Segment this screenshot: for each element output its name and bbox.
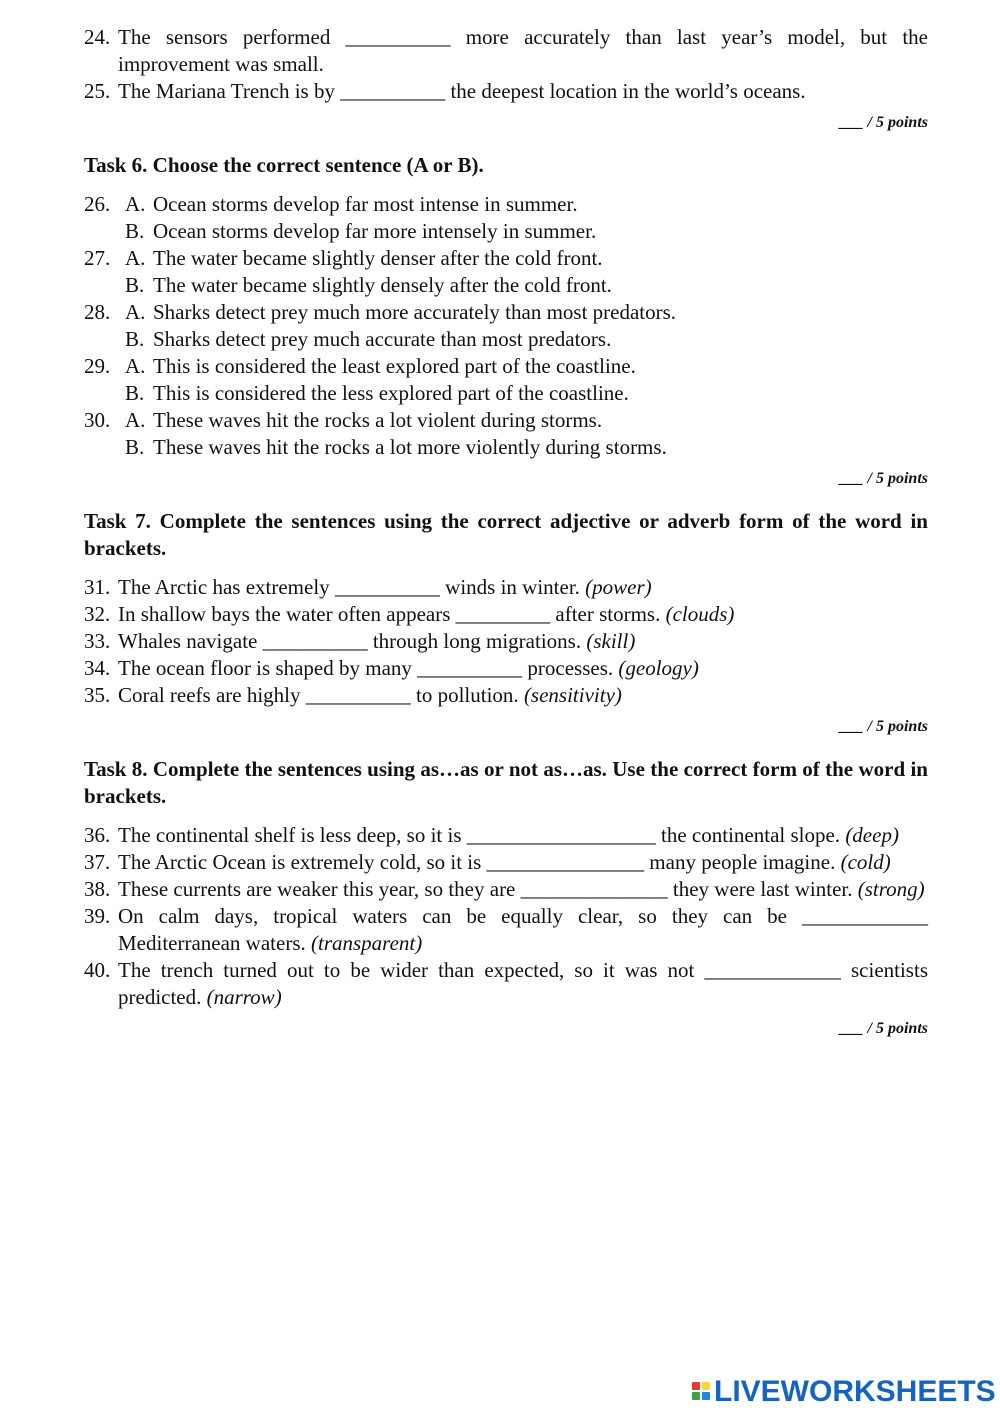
logo-square	[702, 1392, 710, 1400]
question-number: 32.	[84, 602, 111, 626]
points-label: ___ / 5 points	[839, 718, 928, 735]
task-7-title: Task 7. Complete the sentences using the correct adjective or adverb form of the word in brackets.	[84, 509, 928, 560]
word-hint: (clouds)	[665, 602, 735, 626]
question-30	[84, 407, 928, 461]
option-letter: A.	[125, 408, 146, 432]
question-text: The Arctic has extremely __________ winds in winter.	[118, 575, 580, 599]
question-33	[84, 628, 928, 655]
word-hint: (transparent)	[311, 931, 423, 955]
question-number: 30.	[84, 408, 111, 432]
task-8-title: Task 8. Complete the sentences using as…as or not as…as. Use the correct form of the word in brackets.	[84, 757, 928, 808]
question-34	[84, 655, 928, 682]
question-number: 28.	[84, 300, 111, 324]
points-label: ___ / 5 points	[839, 470, 928, 487]
question-text: Whales navigate __________ through long migrations.	[118, 629, 582, 653]
question-text: The trench turned out to be wider than expected, so it was not _____________ scientists predicted.	[118, 958, 928, 1009]
question-32	[84, 601, 928, 628]
worksheet-page	[84, 24, 928, 1039]
question-text: In shallow bays the water often appears _________ after storms.	[118, 602, 661, 626]
points-label: ___ / 5 points	[839, 114, 928, 131]
word-hint: (narrow)	[206, 985, 282, 1009]
word-hint: (power)	[585, 575, 652, 599]
option-b-text: Sharks detect prey much accurate than most predators.	[153, 327, 612, 351]
option-letter: A.	[125, 192, 146, 216]
question-text: The ocean floor is shaped by many __________ processes.	[118, 656, 614, 680]
question-number: 31.	[84, 575, 111, 599]
question-text: These currents are weaker this year, so they are ______________ they were last winter.	[118, 877, 853, 901]
word-hint: (geology)	[618, 656, 699, 680]
question-number: 27.	[84, 246, 111, 270]
word-hint: (strong)	[857, 877, 925, 901]
question-35	[84, 682, 928, 709]
option-b-text: These waves hit the rocks a lot more violently during storms.	[153, 435, 667, 459]
question-number: 36.	[84, 823, 111, 847]
option-letter: B.	[125, 219, 145, 243]
word-hint: (skill)	[586, 629, 636, 653]
question-25	[84, 78, 928, 105]
question-38	[84, 876, 928, 903]
word-hint: (cold)	[840, 850, 891, 874]
logo-text: LIVEWORKSHEETS	[714, 1374, 996, 1408]
question-text: The Arctic Ocean is extremely cold, so it is _______________ many people imagine.	[118, 850, 836, 874]
question-text: Coral reefs are highly __________ to pollution.	[118, 683, 519, 707]
task-6-title: Task 6. Choose the correct sentence (A or B).	[84, 153, 484, 177]
option-b-text: The water became slightly densely after the cold front.	[153, 273, 612, 297]
word-hint: (deep)	[845, 823, 899, 847]
question-number: 38.	[84, 877, 111, 901]
question-number: 29.	[84, 354, 111, 378]
question-24	[84, 24, 928, 78]
option-a-text: These waves hit the rocks a lot violent during storms.	[153, 408, 603, 432]
question-29	[84, 353, 928, 407]
question-26	[84, 191, 928, 245]
option-letter: B.	[125, 381, 145, 405]
question-number: 34.	[84, 656, 111, 680]
option-letter: A.	[125, 354, 146, 378]
question-number: 35.	[84, 683, 111, 707]
option-letter: B.	[125, 435, 145, 459]
option-letter: A.	[125, 246, 146, 270]
question-31	[84, 574, 928, 601]
question-27	[84, 245, 928, 299]
question-36	[84, 822, 928, 849]
word-hint: (sensitivity)	[523, 683, 622, 707]
question-37	[84, 849, 928, 876]
question-number: 33.	[84, 629, 111, 653]
question-28	[84, 299, 928, 353]
question-text: The Mariana Trench is by __________ the deepest location in the world’s oceans.	[118, 79, 806, 103]
question-number: 40.	[84, 958, 111, 982]
option-a-text: This is considered the least explored part of the coastline.	[153, 354, 636, 378]
question-number: 25.	[84, 79, 111, 103]
logo-square	[702, 1382, 710, 1390]
question-text: On calm days, tropical waters can be equally clear, so they can be ____________ Mediterranean waters.	[118, 904, 928, 955]
question-text: The sensors performed __________ more accurately than last year’s model, but the improvement was small.	[118, 25, 928, 76]
logo-square	[692, 1392, 700, 1400]
question-39	[84, 903, 928, 957]
points-label: ___ / 5 points	[839, 1020, 928, 1037]
logo-square	[692, 1382, 700, 1390]
question-text: The continental shelf is less deep, so it is __________________ the continental slope.	[118, 823, 841, 847]
option-a-text: Sharks detect prey much more accurately than most predators.	[153, 300, 677, 324]
option-b-text: Ocean storms develop far more intensely in summer.	[153, 219, 597, 243]
question-number: 39.	[84, 904, 111, 928]
option-letter: B.	[125, 273, 145, 297]
liveworksheets-logo	[692, 1375, 996, 1407]
option-a-text: Ocean storms develop far most intense in summer.	[153, 192, 578, 216]
question-number: 37.	[84, 850, 111, 874]
option-letter: B.	[125, 327, 145, 351]
question-number: 26.	[84, 192, 111, 216]
question-40	[84, 957, 928, 1011]
logo-grid-icon	[692, 1382, 710, 1400]
option-b-text: This is considered the less explored part of the coastline.	[153, 381, 629, 405]
option-letter: A.	[125, 300, 146, 324]
option-a-text: The water became slightly denser after the cold front.	[153, 246, 603, 270]
question-number: 24.	[84, 25, 111, 49]
